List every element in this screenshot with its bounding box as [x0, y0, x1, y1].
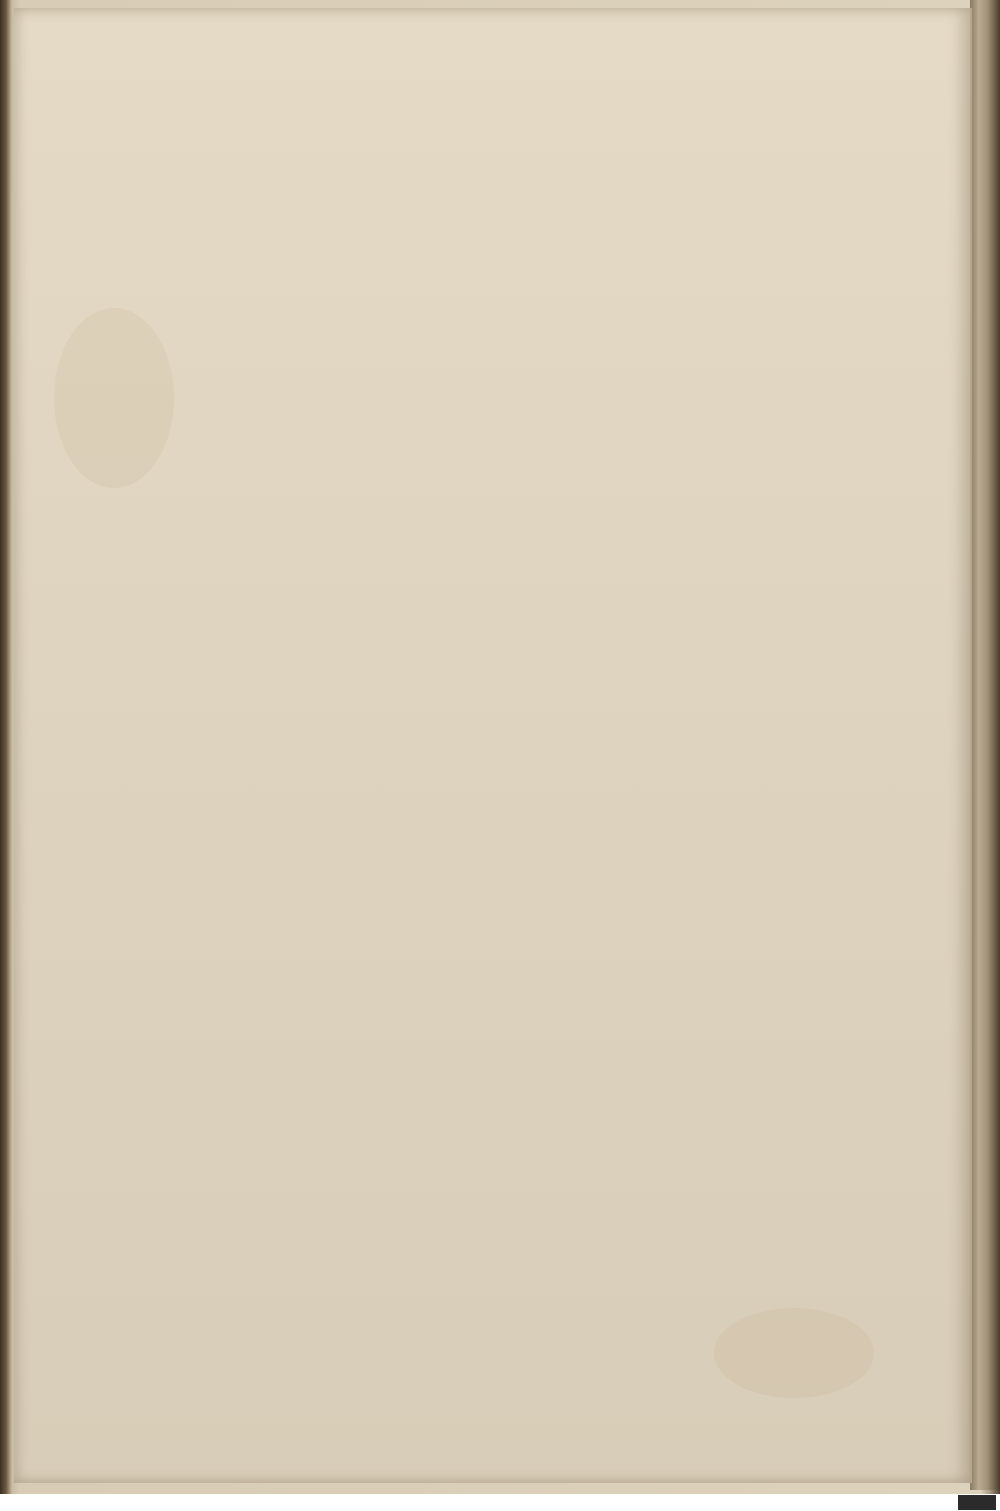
paper-stain: [54, 308, 174, 488]
dfg-logo: [958, 1495, 996, 1510]
book-page: [14, 8, 972, 1483]
paper-stain: [714, 1308, 874, 1398]
footer-bar: [0, 1494, 1000, 1511]
